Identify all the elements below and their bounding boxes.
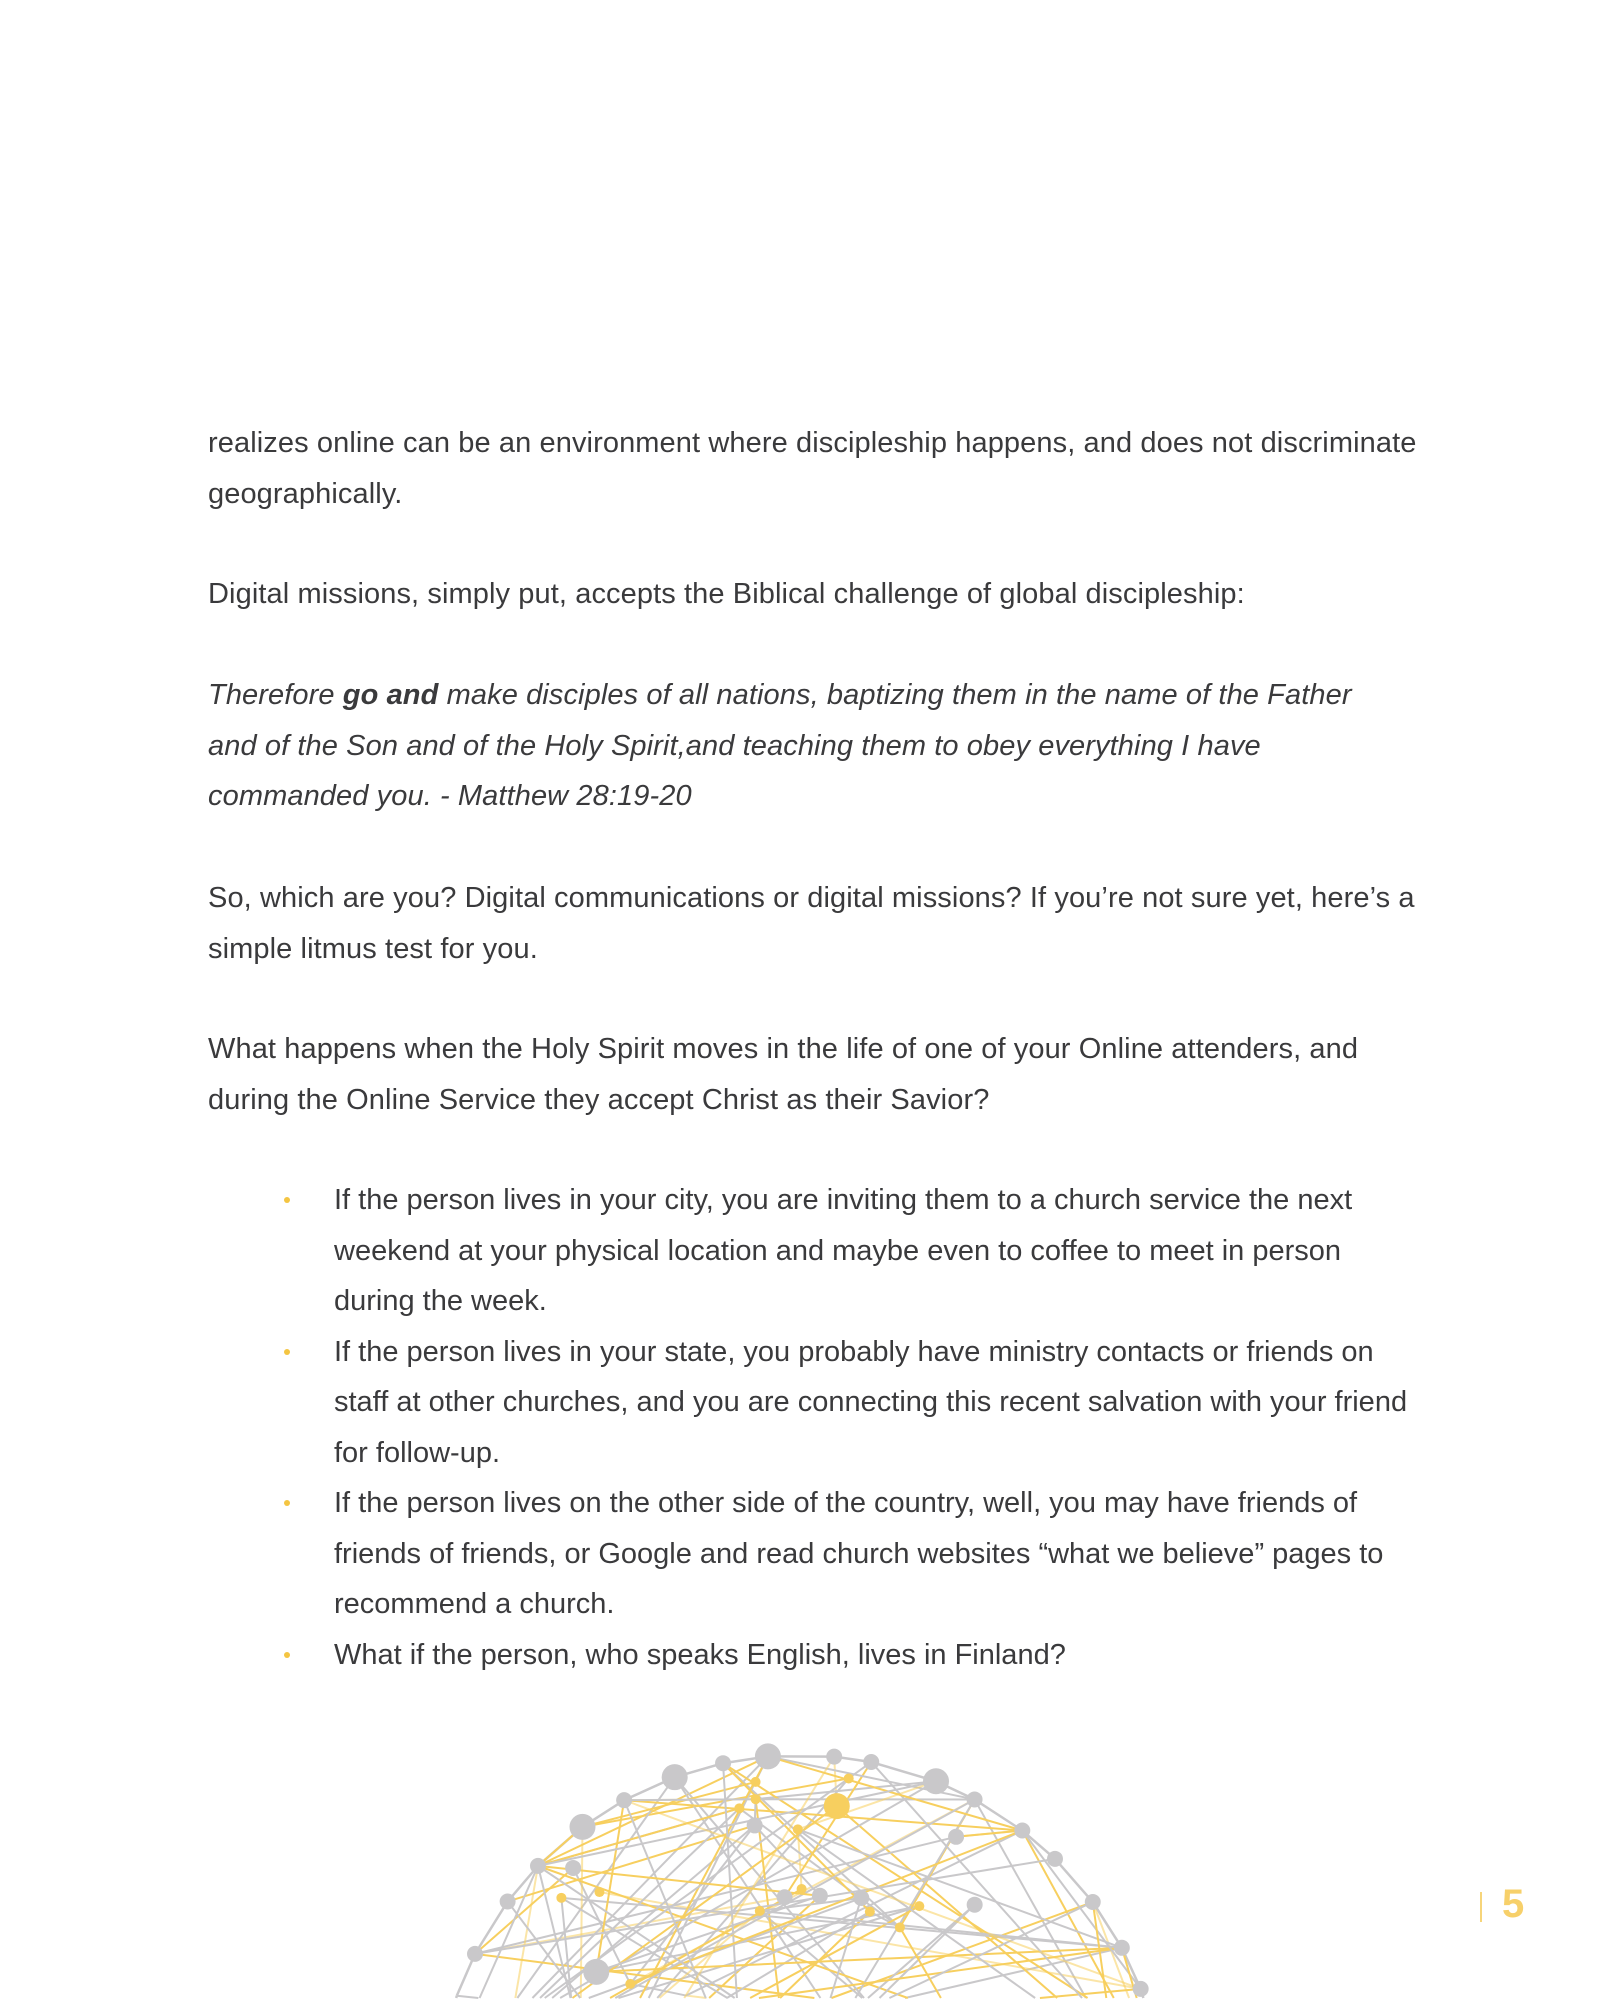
network-node xyxy=(793,1824,803,1834)
network-link xyxy=(686,1996,706,1998)
network-node xyxy=(616,1792,632,1808)
network-link xyxy=(457,1996,479,1998)
paragraph-intro: realizes online can be an environment where discipleship happens, and does not discriminate geographically. xyxy=(208,427,1417,510)
network-node xyxy=(1114,1940,1130,1956)
network-node xyxy=(865,1907,875,1917)
network-node xyxy=(812,1888,828,1904)
network-node xyxy=(1014,1823,1030,1839)
network-node xyxy=(824,1793,850,1819)
list-item-text: If the person lives in your state, you probably have ministry contacts or friends on staff at other churches, and you are connecting this recent salvation with your friend for follow-up. xyxy=(334,1335,1408,1469)
list-item-text: If the person lives in your city, you are inviting them to a church service the next weekend at your physical location and maybe even to coffee to meet in person during the week. xyxy=(334,1184,1353,1317)
bullet-icon xyxy=(284,1652,290,1658)
network-node xyxy=(751,1794,761,1804)
network-link xyxy=(1022,1831,1140,1989)
network-node xyxy=(751,1777,761,1787)
network-node xyxy=(1133,1981,1149,1997)
network-node xyxy=(948,1829,964,1845)
network-node xyxy=(967,1897,983,1913)
network-node xyxy=(500,1894,516,1910)
network-node xyxy=(530,1858,546,1874)
paragraph-question: So, which are you? Digital communications or digital missions? If you’re not sure yet, here’s a simple litmus test for you. xyxy=(208,882,1415,965)
network-node xyxy=(556,1893,566,1903)
network-node xyxy=(594,1887,604,1897)
list-item xyxy=(208,1478,1428,1630)
network-node xyxy=(734,1803,744,1813)
network-node xyxy=(853,1890,869,1906)
network-node xyxy=(844,1773,854,1783)
paragraph-scenario: What happens when the Holy Spirit moves in the life of one of your Online attenders, and during the Online Service they accept Christ as their Savior? xyxy=(208,1033,1359,1116)
network-node xyxy=(569,1814,595,1840)
network-node xyxy=(662,1764,688,1790)
network-node xyxy=(863,1754,879,1770)
network-link xyxy=(900,1927,941,1998)
network-link xyxy=(456,1996,457,1998)
network-link xyxy=(1040,1989,1141,1998)
bullet-icon xyxy=(284,1500,290,1506)
network-node xyxy=(826,1749,842,1765)
bullet-icon xyxy=(284,1197,290,1203)
network-node xyxy=(777,1889,793,1905)
page-number-divider xyxy=(1480,1892,1482,1922)
network-node xyxy=(1047,1851,1063,1867)
list-item xyxy=(208,1630,1428,1681)
quote-emphasis: go and xyxy=(342,679,439,711)
list-item xyxy=(208,1175,1428,1327)
bullet-icon xyxy=(284,1349,290,1355)
network-node xyxy=(625,1979,635,1989)
network-link xyxy=(975,1799,1023,1830)
network-link xyxy=(515,1866,538,1998)
network-node xyxy=(967,1791,983,1807)
network-node xyxy=(715,1755,731,1771)
bullet-list xyxy=(208,1175,1428,1680)
network-node xyxy=(1085,1894,1101,1910)
list-item xyxy=(208,1327,1428,1479)
list-item-text: What if the person, who speaks English, lives in Finland? xyxy=(334,1638,1066,1671)
network-node xyxy=(467,1946,483,1962)
quote-text: make disciples of all nations, baptizing them in the name of the Father and of the Son and of the Holy Spirit,and teaching them to obey everything I have commanded you. - Matthew 28:19-20 xyxy=(208,679,1352,812)
scripture-quote xyxy=(208,670,1358,822)
network-node xyxy=(914,1901,924,1911)
network-node xyxy=(895,1922,905,1932)
list-item-text: If the person lives on the other side of the country, well, you may have friends of friends of friends, or Google and read church websites “what we believe” pages to recommend a church. xyxy=(334,1487,1384,1620)
quote-text: Therefore xyxy=(208,679,343,711)
paragraph-digital-missions: Digital missions, simply put, accepts the Biblical challenge of global discipleship: xyxy=(208,578,1245,610)
network-node xyxy=(755,1906,765,1916)
network-node xyxy=(747,1817,763,1833)
network-node xyxy=(583,1959,609,1985)
network-node xyxy=(923,1768,949,1794)
network-link xyxy=(624,1799,755,1800)
page-number: 5 xyxy=(1502,1882,1525,1926)
network-node xyxy=(797,1884,807,1894)
network-node xyxy=(755,1743,781,1769)
network-link xyxy=(596,1800,624,1972)
network-node xyxy=(565,1860,581,1876)
